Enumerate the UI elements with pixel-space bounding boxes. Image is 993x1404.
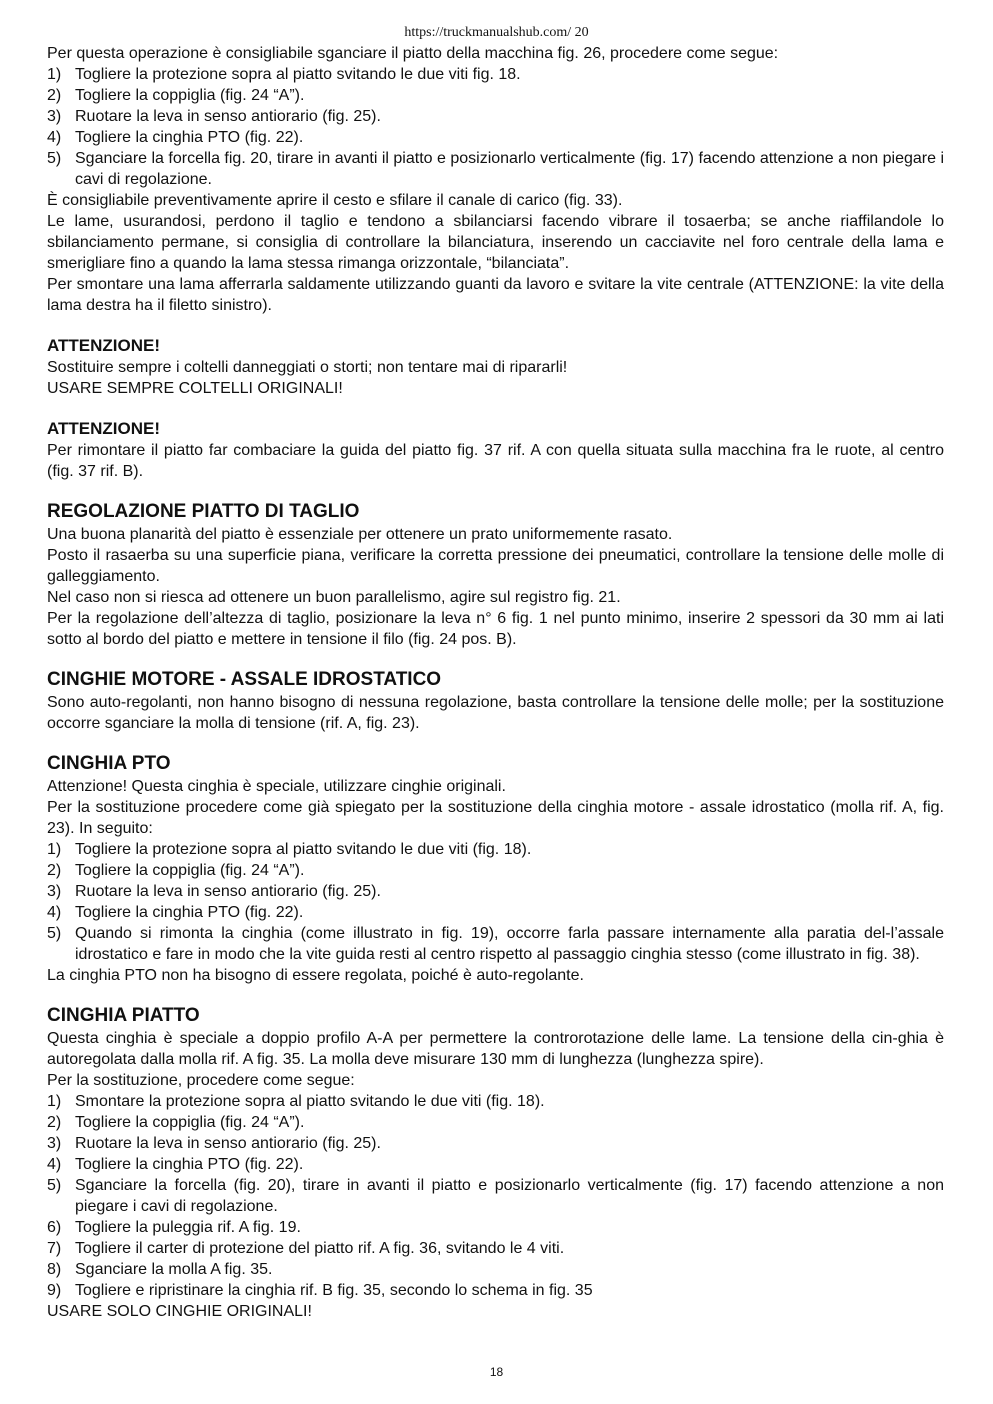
- list-number: 3): [47, 108, 62, 125]
- list-text: Togliere e ripristinare la cinghia rif. B fig. 35, secondo lo schema in fig. 35: [75, 1282, 593, 1299]
- list-text: Togliere la protezione sopra al piatto svitando le due viti fig. 18.: [75, 66, 521, 83]
- list-text: Togliere la coppiglia (fig. 24 “A”).: [75, 862, 305, 879]
- list-item: [47, 1154, 944, 1175]
- list-text: Togliere la cinghia PTO (fig. 22).: [75, 129, 304, 146]
- list-item: [47, 148, 944, 190]
- list-item: [47, 839, 944, 860]
- list-item: [47, 1217, 944, 1238]
- list-item: [47, 902, 944, 923]
- list-item: [47, 106, 944, 127]
- warning-heading: ATTENZIONE!: [47, 336, 161, 355]
- list-number: 4): [47, 904, 62, 921]
- list-text: Sganciare la forcella fig. 20, tirare in avanti il piatto e posizionarlo verticalmente (fig. 17) facendo attenzione a non piegare i cavi di regolazione.: [75, 150, 944, 188]
- warning-text: Sostituire sempre i coltelli danneggiati o storti; non tentare mai di ripararli!: [47, 359, 568, 376]
- warning-text: USARE SEMPRE COLTELLI ORIGINALI!: [47, 380, 343, 397]
- list-text: Togliere il carter di protezione del piatto rif. A fig. 36, svitando le 4 viti.: [75, 1240, 565, 1257]
- paragraph: Per smontare una lama afferrarla saldamente utilizzando guanti da lavoro e svitare la vite centrale (ATTENZIONE: la vite della lama destra ha il filetto sinistro).: [47, 276, 944, 314]
- list-number: 1): [47, 841, 62, 858]
- list-text: Togliere la cinghia PTO (fig. 22).: [75, 904, 304, 921]
- paragraph: Per la regolazione dell’altezza di taglio, posizionare la leva n° 6 fig. 1 nel punto minimo, inserire 2 spessori da 30 mm ai lati sotto al bordo del piatto e mettere in tensione il filo (fig. 24 pos. B).: [47, 610, 944, 648]
- paragraph: Per la sostituzione procedere come già spiegato per la sostituzione della cinghia motore - assale idrostatico (molla rif. A, fig. 23). In seguito:: [47, 799, 944, 837]
- list-number: 2): [47, 862, 62, 879]
- warning-text: Per rimontare il piatto far combaciare la guida del piatto fig. 37 rif. A con quella situata sulla macchina fra le ruote, al centro (fig. 37 rif. B).: [47, 442, 944, 480]
- section-heading: CINGHIA PIATTO: [47, 1005, 200, 1026]
- list-text: Quando si rimonta la cinghia (come illustrato in fig. 19), occorre farla passare internamente alla paratia del-l’assale idrostatico e fare in modo che la vite guida resti al centro rispetto al passaggio cinghia stesso (come illustrato in fig. 38).: [75, 925, 944, 963]
- list-text: Ruotare la leva in senso antiorario (fig. 25).: [75, 108, 381, 125]
- list-item: [47, 1133, 944, 1154]
- list-item: [47, 1091, 944, 1112]
- section-heading: CINGHIA PTO: [47, 753, 171, 774]
- list-number: 2): [47, 87, 62, 104]
- list-text: Ruotare la leva in senso antiorario (fig. 25).: [75, 883, 381, 900]
- list-item: [47, 1238, 944, 1259]
- list-item: [47, 881, 944, 902]
- belt-list: [47, 1091, 944, 1301]
- list-number: 3): [47, 1135, 62, 1152]
- paragraph: Nel caso non si riesca ad ottenere un buon parallelismo, agire sul registro fig. 21.: [47, 589, 621, 606]
- list-text: Togliere la cinghia PTO (fig. 22).: [75, 1156, 304, 1173]
- list-item: [47, 1175, 944, 1217]
- warning-heading: ATTENZIONE!: [47, 419, 161, 438]
- paragraph: Attenzione! Questa cinghia è speciale, utilizzare cinghie originali.: [47, 778, 506, 795]
- section-heading: REGOLAZIONE PIATTO DI TAGLIO: [47, 501, 360, 522]
- list-item: [47, 923, 944, 965]
- list-item: [47, 1259, 944, 1280]
- paragraph: È consigliabile preventivamente aprire il cesto e sfilare il canale di carico (fig. 33).: [47, 192, 623, 209]
- list-number: 5): [47, 925, 62, 942]
- list-item: [47, 85, 944, 106]
- list-number: 4): [47, 129, 62, 146]
- intro-list: [47, 64, 944, 190]
- list-number: 9): [47, 1282, 62, 1299]
- paragraph: Sono auto-regolanti, non hanno bisogno di nessuna regolazione, basta controllare la tensione delle molle; per la sostituzione occorre sganciare la molla di tensione (rif. A, fig. 23).: [47, 694, 944, 732]
- list-item: [47, 1280, 944, 1301]
- list-number: 4): [47, 1156, 62, 1173]
- page-number: 18: [489, 1365, 504, 1379]
- list-item: [47, 860, 944, 881]
- list-text: Smontare la protezione sopra al piatto svitando le due viti (fig. 18).: [75, 1093, 545, 1110]
- paragraph: Per la sostituzione, procedere come segue:: [47, 1072, 355, 1089]
- source-url[interactable]: https://truckmanualshub.com/ 20: [404, 25, 589, 40]
- list-number: 3): [47, 883, 62, 900]
- list-number: 2): [47, 1114, 62, 1131]
- list-text: Sganciare la forcella (fig. 20), tirare in avanti il piatto e posizionarlo verticalmente (fig. 17) facendo attenzione a non piegare i cavi di regolazione.: [75, 1177, 944, 1215]
- paragraph: Questa cinghia è speciale a doppio profilo A-A per permettere la controrotazione delle lame. La tensione della cin-ghia è autoregolata dalla molla rif. A fig. 35. La molla deve misurare 130 mm di lunghezza (lunghezza spire).: [47, 1030, 944, 1068]
- section-heading: CINGHIE MOTORE - ASSALE IDROSTATICO: [47, 669, 442, 690]
- paragraph: USARE SOLO CINGHIE ORIGINALI!: [47, 1303, 312, 1320]
- list-number: 6): [47, 1219, 62, 1236]
- list-number: 8): [47, 1261, 62, 1278]
- list-item: [47, 64, 944, 85]
- intro-paragraph: Per questa operazione è consigliabile sganciare il piatto della macchina fig. 26, procedere come segue:: [47, 45, 779, 62]
- paragraph: Le lame, usurandosi, perdono il taglio e tendono a sbilanciarsi facendo vibrare il tosaerba; se anche riaffilandole lo sbilanciamento permane, si consiglia di controllare la bilanciatura, inserendo un cacciavite nel foro centrale della lama e smerigliare fino a quando la lama stessa rimanga orizzontale, “bilanciata”.: [47, 213, 944, 272]
- list-text: Togliere la coppiglia (fig. 24 “A”).: [75, 87, 305, 104]
- list-text: Togliere la protezione sopra al piatto svitando le due viti (fig. 18).: [75, 841, 532, 858]
- list-text: Togliere la coppiglia (fig. 24 “A”).: [75, 1114, 305, 1131]
- list-text: Sganciare la molla A fig. 35.: [75, 1261, 273, 1278]
- paragraph: La cinghia PTO non ha bisogno di essere regolata, poiché è auto-regolante.: [47, 967, 584, 984]
- content: [47, 43, 944, 1322]
- pto-list: [47, 839, 944, 965]
- list-text: Ruotare la leva in senso antiorario (fig. 25).: [75, 1135, 381, 1152]
- paragraph: Posto il rasaerba su una superficie piana, verificare la corretta pressione dei pneumatici, controllare la tensione delle molle di galleggiamento.: [47, 547, 944, 585]
- list-number: 5): [47, 150, 62, 167]
- list-item: [47, 1112, 944, 1133]
- list-number: 1): [47, 1093, 62, 1110]
- list-number: 5): [47, 1177, 62, 1194]
- list-number: 7): [47, 1240, 62, 1257]
- list-text: Togliere la puleggia rif. A fig. 19.: [75, 1219, 301, 1236]
- list-item: [47, 127, 944, 148]
- list-number: 1): [47, 66, 62, 83]
- paragraph: Una buona planarità del piatto è essenziale per ottenere un prato uniformemente rasato.: [47, 526, 673, 543]
